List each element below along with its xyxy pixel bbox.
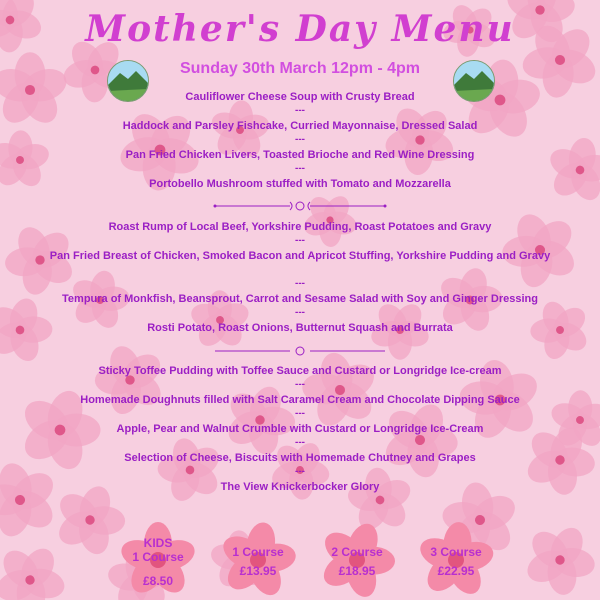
page-title: Mother's Day Menu: [85, 8, 515, 50]
price-1-course-value: £13.95: [239, 564, 277, 578]
price-blossom-icon: [317, 522, 397, 597]
starter-item: Cauliflower Cheese Soup with Crusty Bread: [185, 91, 415, 103]
separator: ---: [295, 466, 305, 477]
price-blossom-icon: [218, 522, 298, 597]
separator: ---: [295, 307, 305, 318]
price-2-course-value: £18.95: [338, 564, 376, 578]
price-1-course-label: 1 Course: [232, 545, 284, 559]
price-kids-value: £8.50: [142, 574, 174, 588]
separator: ---: [295, 278, 305, 289]
separator: ---: [295, 134, 305, 145]
separator: ---: [295, 235, 305, 246]
ornamental-divider: [0, 199, 600, 213]
dessert-item: The View Knickerbocker Glory: [220, 481, 380, 493]
price-blossom-icon: [416, 522, 496, 597]
price-3-course-value: £22.95: [437, 564, 475, 578]
menu-date-subtitle: Sunday 30th March 12pm - 4pm: [179, 60, 421, 77]
dessert-item: Apple, Pear and Walnut Crumble with Custard or Longridge Ice-Cream: [116, 423, 484, 435]
separator: ---: [295, 437, 305, 448]
ornamental-divider: [0, 344, 600, 358]
dessert-item: Homemade Doughnuts filled with Salt Caramel Cream and Chocolate Dipping Sauce: [80, 394, 520, 406]
price-kids-label: KIDS 1 Course: [132, 536, 184, 564]
starter-item: Portobello Mushroom stuffed with Tomato and Mozzarella: [149, 178, 451, 190]
separator: ---: [295, 408, 305, 419]
dessert-item: Selection of Cheese, Biscuits with Homemade Chutney and Grapes: [124, 452, 476, 464]
dessert-item: Sticky Toffee Pudding with Toffee Sauce and Custard or Longridge Ice-cream: [98, 365, 502, 377]
separator: ---: [295, 105, 305, 116]
separator: ---: [295, 163, 305, 174]
starter-item: Pan Fried Chicken Livers, Toasted Brioche and Red Wine Dressing: [125, 149, 475, 161]
price-3-course-label: 3 Course: [430, 545, 482, 559]
main-item: Roast Rump of Local Beef, Yorkshire Pudding, Roast Potatoes and Gravy: [108, 221, 492, 233]
separator: ---: [295, 379, 305, 390]
main-item: Rosti Potato, Roast Onions, Butternut Squash and Burrata: [147, 322, 453, 334]
main-item: Pan Fried Breast of Chicken, Smoked Bacon and Apricot Stuffing, Yorkshire Pudding and Gravy: [49, 250, 551, 262]
starter-item: Haddock and Parsley Fishcake, Curried Mayonnaise, Dressed Salad: [122, 120, 478, 132]
price-2-course-label: 2 Course: [331, 545, 383, 559]
main-item: Tempura of Monkfish, Beansprout, Carrot and Sesame Salad with Soy and Ginger Dressing: [62, 293, 538, 305]
